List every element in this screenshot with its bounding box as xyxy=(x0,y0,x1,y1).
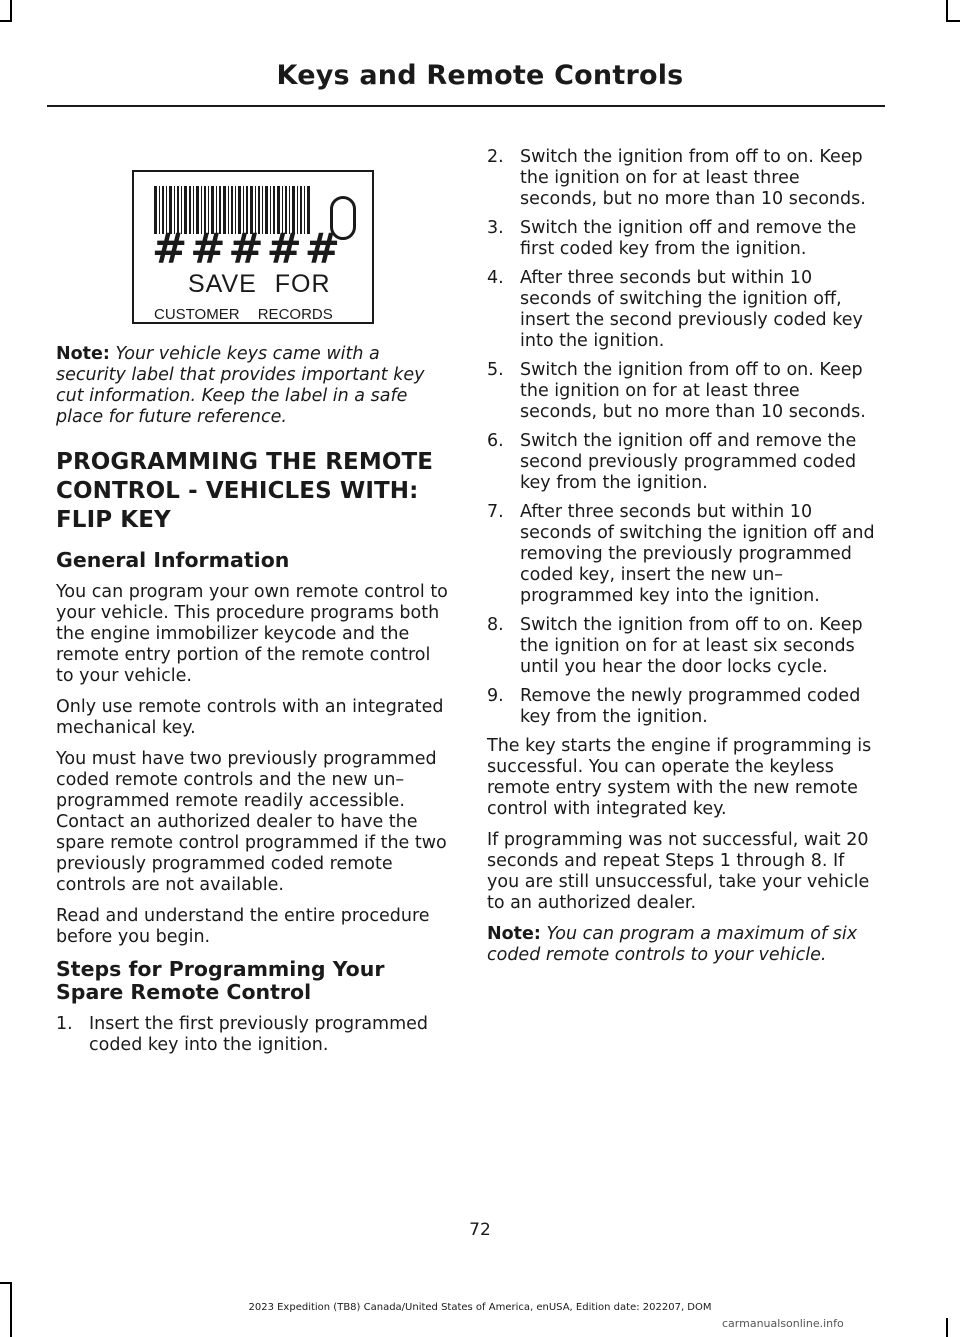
step-item xyxy=(487,502,879,607)
note-text: You can program a maximum of six coded remote controls to your vehicle. xyxy=(487,924,858,965)
step-number: 9. xyxy=(487,686,504,706)
page-number: 72 xyxy=(469,1220,491,1240)
step-item xyxy=(487,268,879,352)
paragraph: You must have two previously programmed coded remote controls and the new un–programmed remote readily accessible. Contact an authorized dealer to have the spare remote control programmed if the two previously programmed coded remote controls are not available. xyxy=(56,749,447,895)
step-item xyxy=(56,1014,448,1056)
paragraph: If programming was not successful, wait 20 seconds and repeat Steps 1 through 8. If you are still unsuccessful, take your vehicle to an authorized dealer. xyxy=(487,830,870,913)
step-number: 6. xyxy=(487,431,504,451)
step-number: 4. xyxy=(487,268,504,288)
paragraph: You can program your own remote control to your vehicle. This procedure programs both the engine immobilizer keycode and the remote entry portion of the remote control to your vehicle. xyxy=(56,582,448,686)
crop-mark xyxy=(10,0,12,20)
step-number: 2. xyxy=(487,147,504,167)
step-text: After three seconds but within 10 seconds of switching the ignition off and removing the previously programmed coded key, insert the new un–programmed key into the ignition. xyxy=(520,502,875,606)
step-text: Switch the ignition from off to on. Keep the ignition on for at least six seconds until you hear the door locks cycle. xyxy=(520,615,863,677)
steps-list-left xyxy=(56,1014,448,1056)
step-text: After three seconds but within 10 seconds of switching the ignition off, insert the second previously coded key into the ignition. xyxy=(520,268,863,351)
crop-mark xyxy=(946,0,948,20)
step-number: 1. xyxy=(56,1014,73,1034)
section-heading: PROGRAMMING THE REMOTE CONTROL - VEHICLES WITH: FLIP KEY xyxy=(56,449,434,533)
step-text: Switch the ignition from off to on. Keep the ignition on for at least three seconds, but no more than 10 seconds. xyxy=(520,147,866,209)
step-number: 7. xyxy=(487,502,504,522)
step-item xyxy=(487,360,879,423)
step-text: Switch the ignition from off to on. Keep the ignition on for at least three seconds, but no more than 10 seconds. xyxy=(520,360,866,422)
key-code-hashes: ##### xyxy=(152,224,343,273)
crop-mark xyxy=(0,20,12,22)
step-text: Switch the ignition off and remove the second previously programmed coded key from the ignition. xyxy=(520,431,857,493)
paragraph: Only use remote controls with an integrated mechanical key. xyxy=(56,697,444,738)
note-label: Note: xyxy=(487,924,541,944)
right-column xyxy=(487,147,879,976)
note-label: Note: xyxy=(56,344,110,364)
subheading-general-information: General Information xyxy=(56,548,290,572)
crop-mark xyxy=(946,20,960,22)
step-number: 3. xyxy=(487,218,504,238)
note-text: Your vehicle keys came with a security label that provides important key cut information. Keep the label in a safe place for future reference. xyxy=(56,344,425,427)
edition-footer: 2023 Expedition (TB8) Canada/United States of America, enUSA, Edition date: 202207, DOM xyxy=(248,1302,712,1313)
paragraph: The key starts the engine if programming is successful. You can operate the keyless remote entry system with the new remote control with integrated key. xyxy=(487,736,872,819)
label-customer-records: CUSTOMER RECORDS xyxy=(154,306,333,323)
watermark: carmanualsonline.info xyxy=(722,1317,844,1330)
key-label-note xyxy=(56,344,448,428)
step-item xyxy=(487,615,879,678)
step-text: Switch the ignition off and remove the first coded key from the ignition. xyxy=(520,218,857,259)
paragraph: Read and understand the entire procedure before you begin. xyxy=(56,906,430,947)
step-text: Insert the first previously programmed coded key into the ignition. xyxy=(89,1014,429,1055)
step-number: 8. xyxy=(487,615,504,635)
step-text: Remove the newly programmed coded key from the ignition. xyxy=(520,686,861,727)
steps-list-right xyxy=(487,147,879,728)
step-number: 5. xyxy=(487,360,504,380)
crop-mark xyxy=(946,1318,948,1337)
label-save-for: SAVE FOR xyxy=(188,270,331,298)
step-item xyxy=(487,431,879,494)
page-header-title: Keys and Remote Controls xyxy=(276,60,684,91)
crop-mark xyxy=(0,1282,12,1284)
security-label-illustration xyxy=(132,170,374,324)
step-item xyxy=(487,686,879,728)
max-remotes-note xyxy=(487,924,879,966)
subheading-steps: Steps for Programming Your Spare Remote Control xyxy=(56,957,385,1004)
header-divider xyxy=(47,105,885,107)
step-item xyxy=(487,218,879,260)
left-column xyxy=(56,150,448,1064)
step-item xyxy=(487,147,879,210)
